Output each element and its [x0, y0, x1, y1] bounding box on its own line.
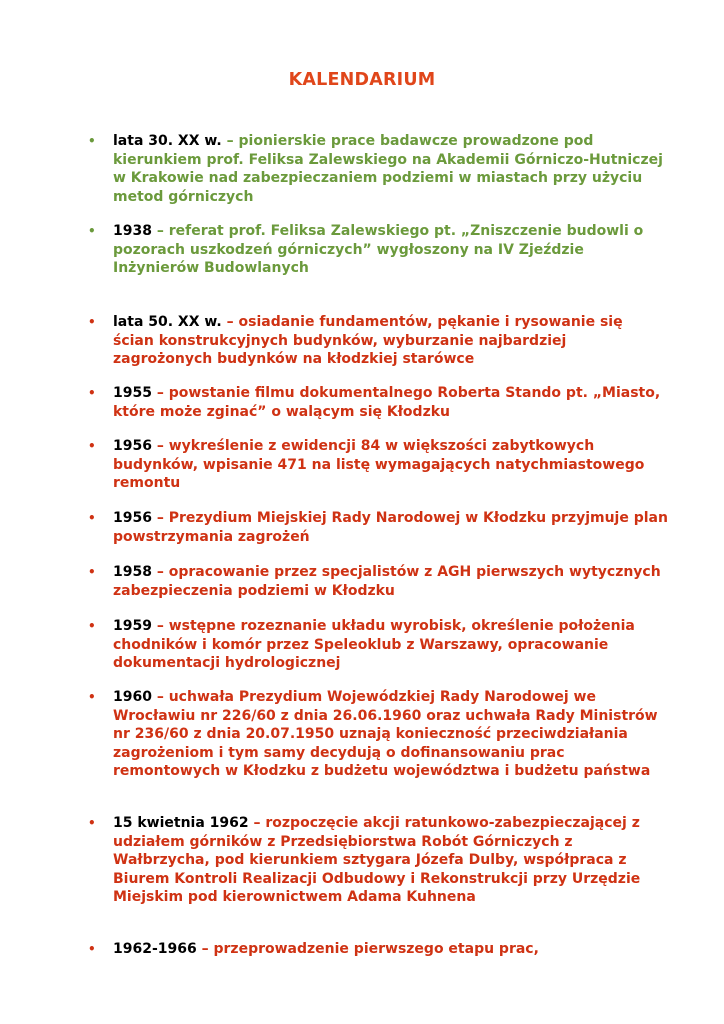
entry-date: lata 30. XX w.	[113, 133, 222, 149]
list-item	[88, 814, 668, 907]
list-item	[88, 313, 668, 369]
bullet-icon: •	[88, 816, 96, 830]
list-item	[88, 384, 668, 421]
entry-date: 1955	[113, 385, 152, 401]
entry-date: 1956	[113, 510, 152, 526]
page-title: KALENDARIUM	[288, 70, 436, 90]
list-item	[88, 617, 668, 673]
bullet-icon: •	[88, 942, 96, 956]
entry-description: – referat prof. Feliksa Zalewskiego pt. „Zniszczenie budowli o pozorach uszkodzeń górniczych” wygłoszony na IV Zjeździe Inżynierów Budowlanych	[113, 223, 644, 277]
bullet-icon: •	[88, 690, 96, 704]
entry-date: 15 kwietnia 1962	[113, 815, 249, 831]
entry-date: 1960	[113, 689, 152, 705]
entry-date: 1958	[113, 564, 152, 580]
entry-description: – wstępne rozeznanie układu wyrobisk, określenie położenia chodników i komór przez Speleoklub z Warszawy, opracowanie dokumentacji hydrologicznej	[113, 618, 635, 672]
bullet-icon: •	[88, 565, 96, 579]
list-item	[88, 132, 668, 206]
entry-description: – osiadanie fundamentów, pękanie i rysowanie się ścian konstrukcyjnych budynków, wyburzanie najbardziej zagrożonych budynków na kłodzkiej starówce	[113, 314, 623, 368]
bullet-icon: •	[88, 386, 96, 400]
bullet-icon: •	[88, 315, 96, 329]
entry-description: – opracowanie przez specjalistów z AGH pierwszych wytycznych zabezpieczenia podziemi w Kłodzku	[113, 564, 661, 599]
bullet-icon: •	[88, 619, 96, 633]
list-item	[88, 222, 668, 278]
bullet-icon: •	[88, 439, 96, 453]
entry-description: – Prezydium Miejskiej Rady Narodowej w Kłodzku przyjmuje plan powstrzymania zagrożeń	[113, 510, 668, 545]
entry-description: – rozpoczęcie akcji ratunkowo-zabezpieczającej z udziałem górników z Przedsiębiorstwa Robót Górniczych z Wałbrzycha, pod kierunkiem sztygara Józefa Dulby, współpraca z Biurem Kontroli Realizacji Odbudowy i Rekonstrukcji przy Urzędzie Miejskim pod kierownictwem Adama Kuhnena	[113, 815, 641, 906]
entry-date: 1956	[113, 438, 152, 454]
entry-date: lata 50. XX w.	[113, 314, 222, 330]
list-item	[88, 509, 668, 546]
entry-date: 1938	[113, 223, 152, 239]
entry-description: – powstanie filmu dokumentalnego Roberta Stando pt. „Miasto, które może zginać” o walącym się Kłodzku	[113, 385, 661, 420]
entry-description: – pionierskie prace badawcze prowadzone pod kierunkiem prof. Feliksa Zalewskiego na Akademii Górniczo-Hutniczej w Krakowie nad zabezpieczaniem podziemi w miastach przy użyciu metod górniczych	[113, 133, 663, 205]
list-item	[88, 437, 668, 493]
list-item	[88, 940, 668, 959]
entry-description: – wykreślenie z ewidencji 84 w większości zabytkowych budynków, wpisanie 471 na listę wymagających natychmiastowego remontu	[113, 438, 645, 492]
entry-description: – uchwała Prezydium Wojewódzkiej Rady Narodowej we Wrocławiu nr 226/60 z dnia 26.06.1960 oraz uchwała Rady Ministrów nr 236/60 z dnia 20.07.1950 uznają konieczność przeciwdziałania zagrożeniom i tym samy decydują o dofinansowaniu prac remontowych w Kłodzku z budżetu województwa i budżetu państwa	[113, 689, 658, 780]
entry-description: – przeprowadzenie pierwszego etapu prac,	[196, 941, 539, 957]
list-item	[88, 563, 668, 600]
bullet-icon: •	[88, 224, 96, 238]
entry-date: 1962-1966	[113, 941, 197, 957]
bullet-icon: •	[88, 134, 96, 148]
list-item	[88, 688, 668, 781]
entry-date: 1959	[113, 618, 152, 634]
bullet-icon: •	[88, 511, 96, 525]
